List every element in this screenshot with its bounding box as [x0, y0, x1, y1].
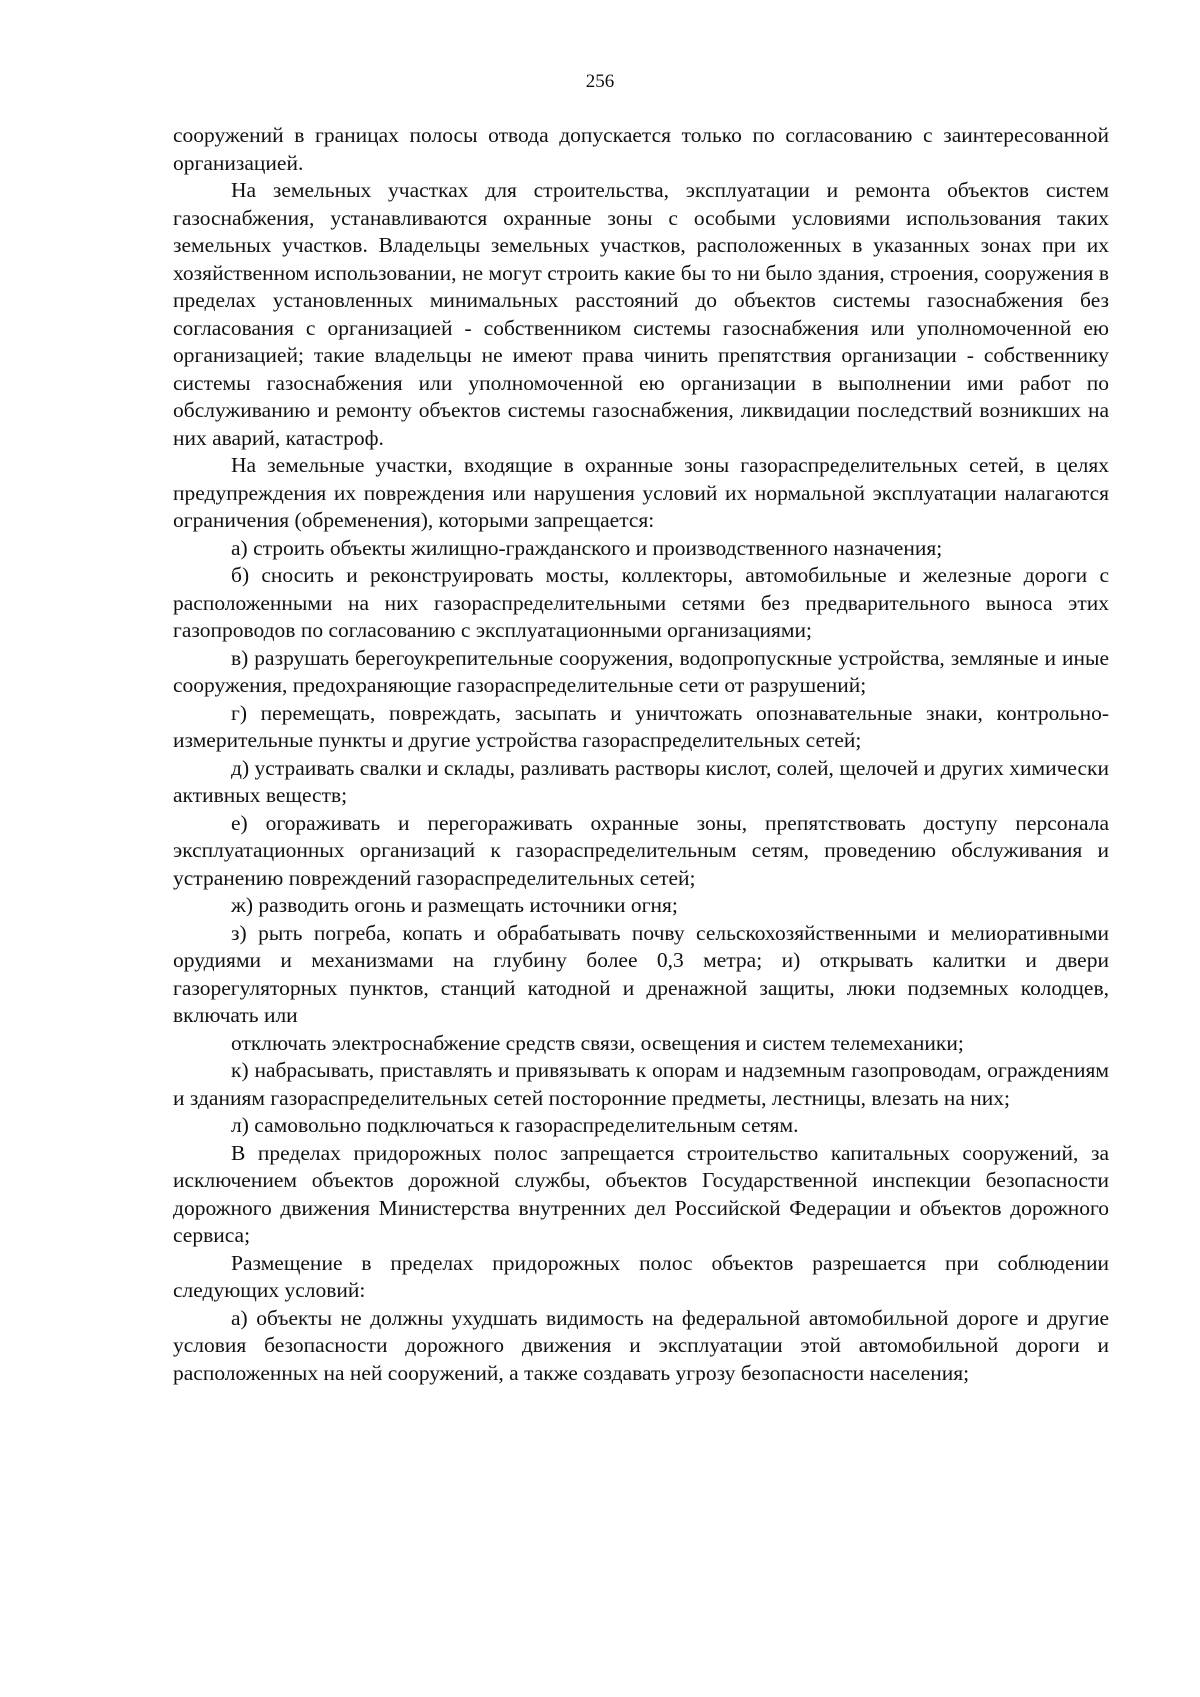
list-item-z: з) рыть погреба, копать и обрабатывать почву сельскохозяйственными и мелиоративными орудиями и механизмами на глубину более 0,3 метра; и) открывать калитки и двери газорегуляторных пунктов, станций катодной и дренажной защиты, люки подземных колодцев, включать или: [173, 920, 1109, 1027]
paragraph-continuation: сооружений в границах полосы отвода допускается только по согласованию с заинтересованной организацией.: [173, 123, 1109, 175]
paragraph-gas-supply-zones: На земельных участках для строительства, эксплуатации и ремонта объектов систем газоснабжения, устанавливаются охранные зоны с особыми условиями использования таких земельных участков. Владельцы земельных участков, расположенных в указанных зонах при их хозяйственном использовании, не могут строить какие бы то ни было здания, строения, сооружения в пределах установленных минимальных расстояний до объектов системы газоснабжения без согласования с организацией - собственником системы газоснабжения или уполномоченной ею организацией; такие владельцы не имеют права чинить препятствия организации - собственнику системы газоснабжения или уполномоченной ею организации в выполнении ими работ по обслуживанию и ремонту объектов системы газоснабжения, ликвидации последствий возникших на них аварий, катастроф.: [173, 178, 1109, 450]
list-item-b: б) сносить и реконструировать мосты, коллекторы, автомобильные и железные дороги с расположенными на них газораспределительными сетями без предварительного выноса этих газопроводов по согласованию с эксплуатационными организациями;: [173, 563, 1109, 642]
list-item-i-continuation: отключать электроснабжение средств связи, освещения и систем телемеханики;: [231, 1030, 964, 1055]
paragraph-roadside-strips: В пределах придорожных полос запрещается строительство капитальных сооружений, за исключением объектов дорожной службы, объектов Государственной инспекции безопасности дорожного движения Министерства внутренних дел Российской Федерации и объектов дорожного сервиса;: [173, 1140, 1109, 1247]
paragraph-restrictions-intro: На земельные участки, входящие в охранные зоны газораспределительных сетей, в целях предупреждения их повреждения или нарушения условий их нормальной эксплуатации налагаются ограничения (обременения), которыми запрещается:: [173, 453, 1109, 532]
condition-item-a: а) объекты не должны ухудшать видимость на федеральной автомобильной дороге и другие условия безопасности дорожного движения и эксплуатации этой автомобильной дороги и расположенных на ней сооружений, а также создавать угрозу безопасности населения;: [173, 1305, 1109, 1385]
list-item-d: д) устраивать свалки и склады, разливать растворы кислот, солей, щелочей и других химически активных веществ;: [173, 755, 1109, 807]
document-body: [173, 122, 1109, 1387]
list-item-a: а) строить объекты жилищно-гражданского и производственного назначения;: [231, 535, 943, 560]
list-item-e: е) огораживать и перегораживать охранные зоны, препятствовать доступу персонала эксплуатационных организаций к газораспределительным сетям, проведению обслуживания и устранению повреждений газораспределительных сетей;: [173, 810, 1109, 890]
list-item-v: в) разрушать берегоукрепительные сооружения, водопропускные устройства, земляные и иные сооружения, предохраняющие газораспределительные сети от разрушений;: [173, 645, 1109, 697]
page-number: 256: [585, 71, 615, 92]
list-item-k: к) набрасывать, приставлять и привязывать к опорам и надземным газопроводам, ограждениям и зданиям газораспределительных сетей посторонние предметы, лестницы, влезать на них;: [173, 1058, 1109, 1110]
paragraph-placement-conditions: Размещение в пределах придорожных полос объектов разрешается при соблюдении следующих условий:: [173, 1250, 1109, 1302]
list-item-g: г) перемещать, повреждать, засыпать и уничтожать опознавательные знаки, контрольно-измерительные пункты и другие устройства газораспределительных сетей;: [173, 700, 1109, 752]
list-item-zh: ж) разводить огонь и размещать источники огня;: [231, 893, 678, 917]
list-item-l: л) самовольно подключаться к газораспределительным сетям.: [231, 1113, 799, 1137]
